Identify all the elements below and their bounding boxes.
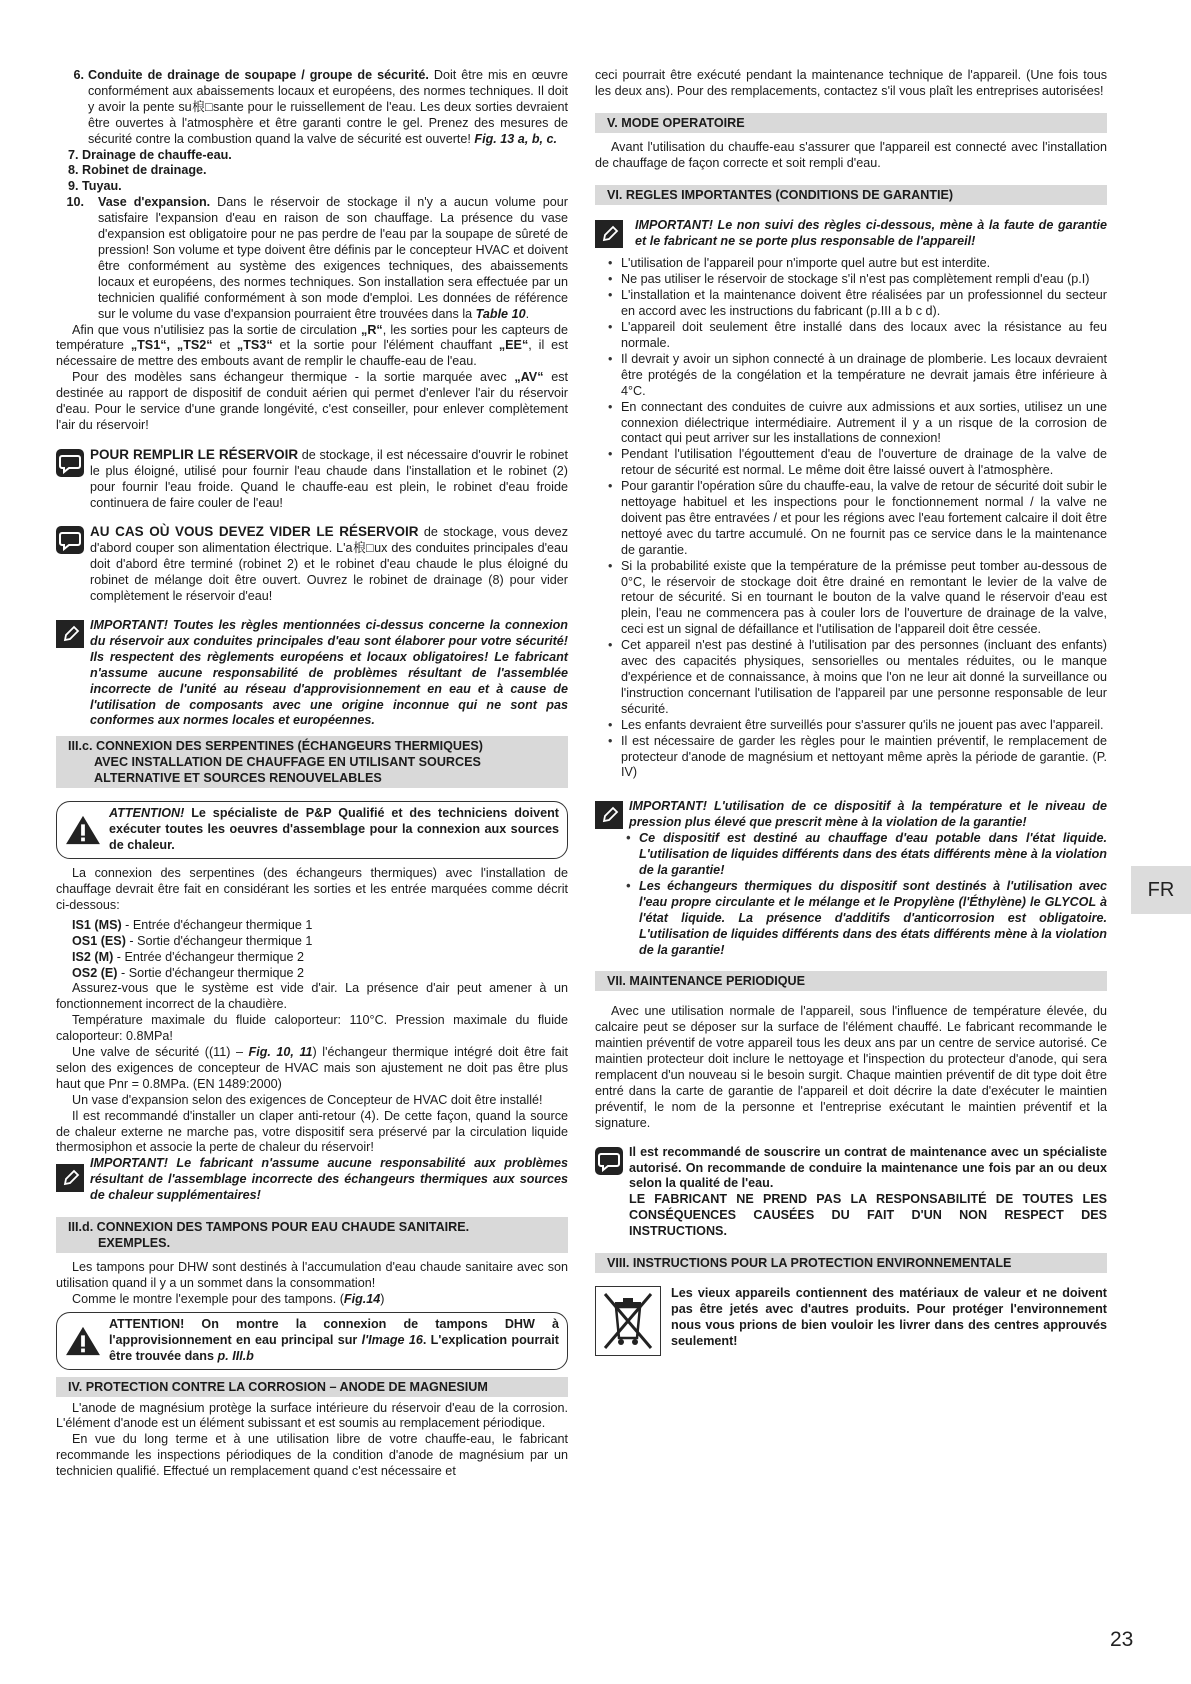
air-outlet-paragraph: Pour des modèles sans échangeur thermique - la sortie marquée avec „AV“ est destinée au rapport de dispositif de conduit aérien qui permet d'enlever l'air du réservoir d'eau. Pour le service d'une grande longévité, c'est conseiller, pour enlever complètement l'air du réservoir! xyxy=(56,370,568,432)
serpentines-intro: La connexion des serpentines (des échangeurs thermiques) avec l'installation de chauffage devrait être fait en considérant les sorties et les entrée marquées comme décrit ci-dessous: xyxy=(56,866,568,912)
page-number: 23 xyxy=(1110,1628,1134,1651)
pencil-icon xyxy=(56,620,84,648)
list-item: • En connectant des conduites de cuivre aux admissions et aux sorties, utilisez un une connexion diélectrique intermédiaire. Autrement il y a un risque de la corrosion de contact qui peut arriver sur les installations de connexion! xyxy=(621,400,1107,448)
list-item: • Il est nécessaire de garder les règles pour le maintien préventif, le remplacement de protecteur d'anode de magnésium et nettoyant même après la période de garantie. (P. IV) xyxy=(621,734,1107,782)
pencil-icon xyxy=(595,801,623,829)
list-item: • Pour garantir l'opération sûre du chauffe-eau, la valve de retour de sécurité doit subir le nettoyage habituel et les inspections pour le fonctionnement normal / la valve ne doivent pas être entravées / et pour les régions avec l'eau fortement calcaire il doit être nettoyé avec du tartre accumulé. On ne fournit pas ce service dans le la maintenance de garantie. xyxy=(621,479,1107,559)
left-column: 6. Conduite de drainage de soupape / groupe de sécurité. Doit être mis en œuvre conformément aux abaissements locaux et européens, des normes techniques. Il doit y avoir la pente su桹□sante pour le ruissellement de l'eau. Les deux sorties devraient être ouvertes à l'atmosphère et être garanti contre le gel. Prenez des mesures de sécurité contre la combustion quand la valve de sécurité est ouverte! Fig. 13 a, b, c. 7. Drainage de chauffe-eau. 8. Robinet de drainage. 9. Tuyau. 10. Vase d'expansion. Dans le réservoir de stockage il n'y a aucun volume pour satisfaire l'expansion d'eau en raison de son chauffage. La présence du vase d'expansion est obligatoire pour ne pas perdre de l'eau par la soupape de sûreté de pression! Son volume et type doivent être définis par le concepteur HVAC et doivent être conformément au système des exigences techniques, des abaissements locaux et européens, des normes techniques. Son installation sera effectuée par un technicien qualifié conformément à son mode d'emploi. Les données de référence sur le volume du vase d'expansion pourraient être trouvées dans la Table 10. Afin que vous n'utilisiez pas la sortie de circulation „R“, les sorties pour les capteurs de température „TS1“, „TS2“ et „TS3“ et la sortie pour l'élément chauffant „EE“, il est nécessaire de mettre des embouts avant de remplir le chauffe-eau de l'eau. Pour des modèles sans échangeur thermique - la sortie marquée avec „AV“ est destinée au rapport de dispositif de conduit aérien qui permet d'enlever l'air du réservoir d'eau. Pour le service d'une grande longévité, c'est conseiller, pour enlever complètement l'air du réservoir! POUR REMPLIR LE RÉSERVOIR de stockage, il est nécessaire d'ouvrir le robinet le plus éloigné, utilisé pour fournir l'eau chaude dans l'installation et le robinet (2) pour fournir l'eau froide. Quand le chauffe-eau est plein, le robinet d'eau froide continuera de faire couler de l'eau! AU CAS OÙ VOUS DEVEZ VIDER LE RÉSERVOIR de stockage, vous devez d'abord couper son alimentation électrique. L'a桹□ux des conduites principales d'eau doit d'abord être terminé (robinet 2) et le robinet d'eau chaude le plus éloigné du robinet de mélange doit être ouvert. Ouvrez le robinet de drainage (8) pour vider complètement le réservoir d'eau! IMPORTANT! Toutes les règles mentionnées ci-dessus concerne la connexion du réservoir aux conduites principales d'eau sont élaborer pour votre sécurité! Ils respectent des règlements européens et locaux obligatoires! Le fabricant n'assume aucune responsabilité de problèmes résultant de l'assemblée incorrecte de l'unité au réseau d'approvisionnement en eau et à cause de l'utilisation de composants avec une origine inconnue qui ne sont pas conformes aux normes locales et européennes. III.c. CONNEXION DES SERPENTINES (ÉCHANGEURS THERMIQUES) AVEC INSTALLATION DE CHAUFFAGE EN UTILISANT SOURCES ALTERNATIVE ET SOURCES RENOUVELABLES ATTENTION! Le spécialiste de P&P Qualifié et des techniciens doivent exécuter toutes les oeuvres d'assemblage pour la connexion aux sources de chaleur. La connexion des serpentines (des échangeurs thermiques) avec l'installation de chauffage devrait être fait en considérant les sorties et les entrée marquées comme décrit ci-dessous: IS1 (MS) - Entrée d'échangeur thermique 1 OS1 (ES) - Sortie d'échangeur thermique 1 IS2 (M) - Entrée d'échangeur thermique 2 OS2 (E) - Sortie d'échangeur thermique 2 Assurez-vous que le système est vide d'air. La présence d'air peut amener à un fonctionnement incorrect de la chaudière. Température maximale du fluide caloporteur: 110°C. Pression maximale du fluide caloporteur: 0.8MPa! Une valve de sécurité ((11) – Fig. 10, 11) l'échangeur thermique intégré doit être fait selon des exigences de concepteur de HVAC mais son ajustement ne doit pas être plus haut que Pnr = 0.8MPa. (EN 1489:2000) Un vase d'expansion selon des exigences de Concepteur de HVAC doit être installé! Il est recommandé d'installer un claper anti-retour (4). De cette façon, quand la source de chaleur externe ne marche pas, votre dispositif sera préservé par la circulation liquide thermosiphon et associe la perte de chaleur du réservoir! IMPORTANT! Le fabricant n'assume aucune responsabilité aux problèmes résultant de l'assemblage incorrecte des échangeurs thermiques aux sources de chaleur supplémentaires! III.d. CONNEXION DES TAMPONS POUR EAU CHAUDE SANITAIRE. EXEMPLES. Les tampons pour DHW sont destinés à l'accumulation d'eau chaude sanitaire avec son utilisation quand il y a un sommet dans la consommation! Comme le montre l'exemple pour des tampons. (Fig.14) ATTENTION! On montre la connexion de tampons DHW à l'approvisionnement en eau principal sur l'Image 16. L'explication pourrait être trouvée dans p. III.b IV. PROTECTION CONTRE LA CORROSION – ANODE DE MAGNESIUM L'anode de magnésium protège la surface intérieure du réservoir d'eau de la corrosion. L'élément d'anode est un élément subissant et est soumis au remplacement périodique. En vue du long terme et à une utilisation libre de votre chauffe-eau, le fabricant recommande les inspections périodiques de la condition d'anode de magnésium par un technicien qualifié. Effectué un remplacement quand c'est nécessaire et xyxy=(56,68,568,1479)
important-note-3: IMPORTANT! Le non suivi des règles ci-dessous, mène à la faute de garantie et le fabricant ne se porte plus responsable de l'appareil! xyxy=(595,218,1107,250)
speech-bubble-icon xyxy=(595,1147,623,1175)
item-9: 9. Tuyau. xyxy=(68,179,122,194)
section-iii-d-heading: III.d. CONNEXION DES TAMPONS POUR EAU CHAUDE SANITAIRE. EXEMPLES. xyxy=(56,1217,568,1253)
list-item: • Si la probabilité existe que la température de la prémisse peut tomber au-dessous de 0°C, le réservoir de stockage doit être drainé en remontant le levier de la valve de retour de sécurité. Si en tournant le bouton de la valve quand le réservoir d'eau est plein, l'eau ne commencera pas à couler lors de l'ouverture de drainage de la valve, ceci est un signal de défaillance et l'utilisation de l'appareil doit être cessée. xyxy=(621,559,1107,639)
list-item: • L'utilisation de l'appareil pour n'importe quel autre but est interdite. xyxy=(621,256,1107,272)
list-item: • Il devrait y avoir un siphon connecté à un drainage de plomberie. Les locaux devraient être protégés de la congélation et la température ne devrait jamais être inférieure à 4°C. xyxy=(621,352,1107,400)
list-item: • Cet appareil n'est pas destiné à l'utilisation par des personnes (incluant des enfants) avec des capacités physiques, sensorielles ou mentales réduites, ou le manque d'expérience et de connaissance, à moins que l'on ne leur ait donné la surveillance ou l'instruction concernant l'utilisation de l'appareil par une personne responsable de leur sécurité. xyxy=(621,638,1107,718)
important-note-1: IMPORTANT! Toutes les règles mentionnées ci-dessus concerne la connexion du réservoir aux conduites principales d'eau sont élaborer pour votre sécurité! Ils respectent des règlements européens et locaux obligatoires! Le fabricant n'assume aucune responsabilité de problèmes résultant de l'assemblée incorrecte de l'unité au réseau d'approvisionnement en eau et à cause de l'utilisation de composants avec une origine inconnue qui ne sont pas conformes aux normes locales et européennes. xyxy=(56,618,568,729)
crossed-bin-icon xyxy=(595,1286,661,1356)
section-viii-heading: VIII. INSTRUCTIONS POUR LA PROTECTION ENVIRONNEMENTALE xyxy=(595,1253,1107,1273)
section-vii-heading: VII. MAINTENANCE PERIODIQUE xyxy=(595,971,1107,991)
maintenance-contract-note: Il est recommandé de souscrire un contrat de maintenance avec un spécialiste autorisé. On recommande de conduire la maintenance une fois par an ou deux selon la qualité de l'eau. LE FABRICANT NE PREND PAS LA RESPONSABILITÉ DE TOUTES LES CONSÉQUENCES CAUSÉES DU FAIT D'UN NON RESPECT DES INSTRUCTIONS. xyxy=(595,1145,1107,1240)
pencil-icon xyxy=(595,220,623,248)
item-6: 6. Conduite de drainage de soupape / groupe de sécurité. Doit être mis en œuvre conformément aux abaissements locaux et européens, des normes techniques. Il doit y avoir la pente su桹□sante pour le ruissellement de l'eau. Les deux sorties devraient être ouvertes à l'atmosphère et être garanti contre le gel. Prenez des mesures de sécurité contre la combustion quand la valve de sécurité est ouverte! Fig. 13 a, b, c. xyxy=(73,68,568,146)
pencil-icon xyxy=(56,1164,84,1192)
continued-text: ceci pourrait être exécuté pendant la maintenance technique de l'appareil. (Une fois tous les deux ans). Pour des remplacements, contactez s'il vous plaît les entreprises autorisées! xyxy=(595,68,1107,98)
list-item: • L'appareil doit seulement être installé dans des locaux avec la résistance au feu normale. xyxy=(621,320,1107,352)
environment-note: Les vieux appareils contiennent des matériaux de valeur et ne doivent pas être jetés avec d'autres produits. Pour protéger l'environnement nous vous prions de bien vouloir les livrer dans des centres approuvés seulement! xyxy=(595,1286,1107,1356)
list-item: • Ne pas utiliser le réservoir de stockage s'il n'est pas complètement rempli d'eau (p.I) xyxy=(621,272,1107,288)
section-vi-heading: VI. REGLES IMPORTANTES (CONDITIONS DE GARANTIE) xyxy=(595,185,1107,205)
warranty-rules-list xyxy=(595,256,1107,781)
outlet-definitions: IS1 (MS) - Entrée d'échangeur thermique 1 OS1 (ES) - Sortie d'échangeur thermique 1 IS2 (M) - Entrée d'échangeur thermique 2 OS2 (E) - Sortie d'échangeur thermique 2 xyxy=(72,917,313,980)
list-item: • Pendant l'utilisation l'égouttement d'eau de l'ouverture de drainage de la valve de retour de sécurité est normal. Le même doit être laissé ouvert à l'atmosphère. xyxy=(621,447,1107,479)
warning-icon xyxy=(63,814,103,846)
speech-bubble-icon xyxy=(56,449,84,477)
item-7: 7. Drainage de chauffe-eau. xyxy=(68,147,232,162)
speech-bubble-icon xyxy=(56,526,84,554)
list-item: • L'installation et la maintenance doivent être réalisées par un professionnel du secteur en accord avec les instructions du fabricant (p.III a b c d). xyxy=(621,288,1107,320)
outlets-paragraph: Afin que vous n'utilisiez pas la sortie de circulation „R“, les sorties pour les capteurs de température „TS1“, „TS2“ et „TS3“ et la sortie pour l'élément chauffant „EE“, il est nécessaire de mettre des embouts avant de remplir le chauffe-eau de l'eau. xyxy=(56,322,568,369)
important-note-4: IMPORTANT! L'utilisation de ce dispositif à la température et le niveau de pression plus élevé que prescrit mène à la violation de la garantie! • Ce dispositif est destiné au chauffage d'eau potable dans l'état liquide. L'utilisation de liquides différents dans des états différents mène à la violation de la garantie! • Les échangeurs thermiques du dispositif sont destinés à l'utilisation avec l'eau propre circulante et le mélange et le Propylène (l'Éthylène) le GLYCOL à l'état liquide. La présence d'additifs d'anticorrosion est obligatoire. L'utilisation de liquides différents dans des états différents mène à la violation de la garantie! xyxy=(595,799,1107,958)
right-column: ceci pourrait être exécuté pendant la maintenance technique de l'appareil. (Une fois tous les deux ans). Pour des remplacements, contactez s'il vous plaît les entreprises autorisées! V. MODE OPERATOIRE Avant l'utilisation du chauffe-eau s'assurer que l'appareil est connecté avec l'installation de chauffage de façon correcte et soit rempli d'eau. VI. REGLES IMPORTANTES (CONDITIONS DE GARANTIE) IMPORTANT! Le non suivi des règles ci-dessous, mène à la faute de garantie et le fabricant ne se porte plus responsable de l'appareil! • L'utilisation de l'appareil pour n'importe quel autre but est interdite. • Ne pas utiliser le réservoir de stockage s'il n'est pas complètement rempli d'eau (p.I) • L'installation et la maintenance doivent être réalisées par un professionnel du secteur en accord avec les instructions du fabricant (p.III a b c d). • L'appareil doit seulement être installé dans des locaux avec la résistance au feu normale. • Il devrait y avoir un siphon connecté à un drainage de plomberie. Les locaux devraient être protégés de la congélation et la température ne devrait jamais être inférieure à 4°C. • En connectant des conduites de cuivre aux admissions et aux sorties, utilisez un une connexion diélectrique intermédiaire. Autrement il y a un risque de la corrosion de contact qui peut arriver sur les installations de connexion! • Pendant l'utilisation l'égouttement d'eau de l'ouverture de drainage de la valve de retour de sécurité est normal. Le même doit être laissé ouvert à l'atmosphère. • Pour garantir l'opération sûre du chauffe-eau, la valve de retour de sécurité doit subir le nettoyage habituel et les inspections pour le fonctionnement normal / la valve ne doivent pas être entravées / et pour les régions avec l'eau fortement calcaire il doit être nettoyé avec du tartre accumulé. On ne fournit pas ce service dans le la maintenance de garantie. • Si la probabilité existe que la température de la prémisse peut tomber au-dessous de 0°C, le réservoir de stockage doit être drainé en remontant le levier de la valve de retour de sécurité. Si en tournant le bouton de la valve quand le réservoir d'eau est plein, l'eau ne commencera pas à couler lors de l'ouverture de drainage de la valve, ceci est un signal de défaillance et l'utilisation de l'appareil doit être cessée. • Cet appareil n'est pas destiné à l'utilisation par des personnes (incluant des enfants) avec des capacités physiques, sensorielles ou mentales réduites, ou le manque d'expérience et de connaissance, à moins que l'on ne leur ait donné la surveillance ou l'instruction concernant l'utilisation de l'appareil par une personne responsable de leur sécurité. • Les enfants devraient être surveillés pour s'assurer qu'ils ne jouent pas avec l'appareil. • Il est nécessaire de garder les règles pour le maintien préventif, le remplacement de protecteur d'anode de magnésium et nettoyant même après la période de garantie. (P. IV) IMPORTANT! L'utilisation de ce dispositif à la température et le niveau de pression plus élevé que prescrit mène à la violation de la garantie! • Ce dispositif est destiné au chauffage d'eau potable dans l'état liquide. L'utilisation de liquides différents dans des états différents mène à la violation de la garantie! • Les échangeurs thermiques du dispositif sont destinés à l'utilisation avec l'eau propre circulante et le mélange et le Propylène (l'Éthylène) le GLYCOL à l'état liquide. La présence d'additifs d'anticorrosion est obligatoire. L'utilisation de liquides différents dans des états différents mène à la violation de la garantie! VII. MAINTENANCE PERIODIQUE Avec une utilisation normale de l'appareil, sous l'influence de température élevée, du calcaire peut se déposer sur la surface de l'élément chauffé. Le fabricant recommande le maintien préventif de votre appareil tous les deux ans par un centre de service autorisé. Ce maintien protecteur doit inclure le nettoyage et l'inspection du protecteur d'anode, qui sera remplacent d'un nouveau si le besoin surgit. Chaque maintien préventif de dit type doit être entré dans la carte de garantie de l'appareil et doit décrire la date d'exécuter le maintien préventif, le nom de la personne et l'entreprise exécutant le maintien préventif et la signature. Il est recommandé de souscrire un contrat de maintenance avec un spécialiste autorisé. On recommande de conduire la maintenance une fois par an ou deux selon la qualité de l'eau. LE FABRICANT NE PREND PAS LA RESPONSABILITÉ DE TOUTES LES CONSÉQUENCES CAUSÉES DU FAIT D'UN NON RESPECT DES INSTRUCTIONS. VIII. INSTRUCTIONS POUR LA PROTECTION ENVIRONNEMENTALE Les vieux appareils contiennent des matériaux de valeur et ne doivent pas être jetés avec d'autres produits. Pour protéger l'environnement nous vous prions de bien vouloir les livrer dans des centres approuvés seulement! xyxy=(595,68,1107,1356)
attention-box-2: ATTENTION! On montre la connexion de tampons DHW à l'approvisionnement en eau principal sur l'Image 16. L'explication pourrait être trouvée dans p. III.b xyxy=(56,1312,568,1370)
warning-icon xyxy=(63,1325,103,1357)
language-tab: FR xyxy=(1131,866,1191,914)
fill-tank-note: POUR REMPLIR LE RÉSERVOIR de stockage, il est nécessaire d'ouvrir le robinet le plus éloigné, utilisé pour fournir l'eau chaude dans l'installation et le robinet (2) pour fournir l'eau froide. Quand le chauffe-eau est plein, le robinet d'eau froide continuera de faire couler de l'eau! xyxy=(56,447,568,512)
section-v-heading: V. MODE OPERATOIRE xyxy=(595,113,1107,133)
item-8: 8. Robinet de drainage. xyxy=(68,163,207,178)
item-10: 10. Vase d'expansion. Dans le réservoir de stockage il n'y a aucun volume pour satisfaire l'expansion d'eau en raison de son chauffage. La présence du vase d'expansion est obligatoire pour ne pas perdre de l'eau par la soupape de sûreté de pression! Son volume et type doivent être définis par le concepteur HVAC et doivent être conformément au système des exigences techniques, des abaissements locaux et européens, des normes techniques. Son installation sera effectuée par un technicien qualifié conformément à son mode d'emploi. Les données de référence sur le volume du vase d'expansion pourraient être trouvées dans la Table 10. xyxy=(66,195,568,321)
important-note-2: IMPORTANT! Le fabricant n'assume aucune responsabilité aux problèmes résultant de l'assemblage incorrecte des échangeurs thermiques aux sources de chaleur supplémentaires! xyxy=(56,1156,568,1204)
section-iv-heading: IV. PROTECTION CONTRE LA CORROSION – ANODE DE MAGNESIUM xyxy=(56,1377,568,1397)
section-iii-c-heading: III.c. CONNEXION DES SERPENTINES (ÉCHANGEURS THERMIQUES) AVEC INSTALLATION DE CHAUFFAGE EN UTILISANT SOURCES ALTERNATIVE ET SOURCES RENOUVELABLES xyxy=(56,736,568,788)
empty-tank-note: AU CAS OÙ VOUS DEVEZ VIDER LE RÉSERVOIR de stockage, vous devez d'abord couper son alimentation électrique. L'a桹□ux des conduites principales d'eau doit d'abord être terminé (robinet 2) et le robinet d'eau chaude le plus éloigné du robinet de mélange doit être ouvert. Ouvrez le robinet de drainage (8) pour vider complètement le réservoir d'eau! xyxy=(56,524,568,605)
attention-box-1: ATTENTION! Le spécialiste de P&P Qualifié et des techniciens doivent exécuter toutes les oeuvres d'assemblage pour la connexion aux sources de chaleur. xyxy=(56,801,568,859)
list-item: • Les enfants devraient être surveillés pour s'assurer qu'ils ne jouent pas avec l'appareil. xyxy=(621,718,1107,734)
